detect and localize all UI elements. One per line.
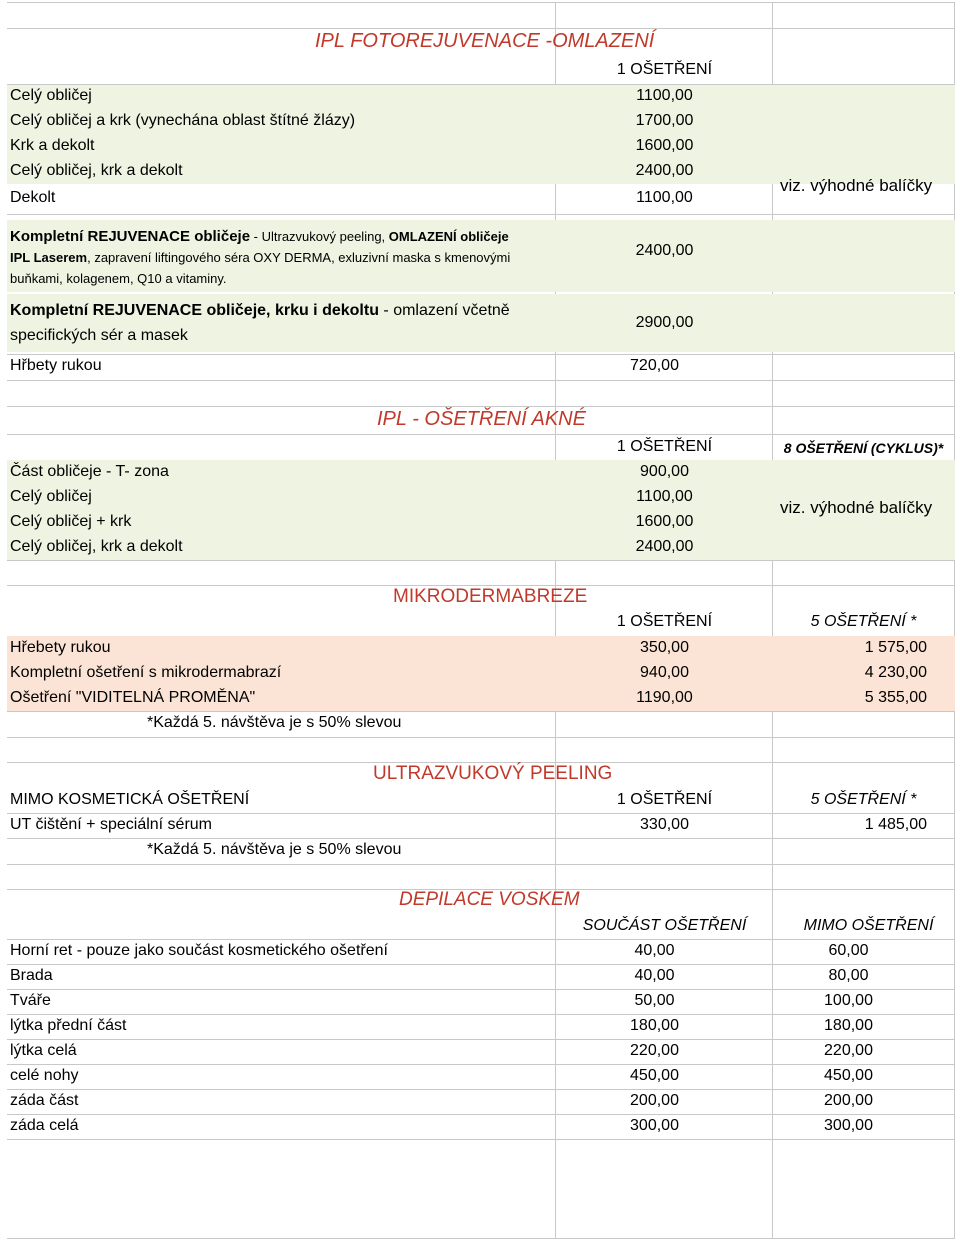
col-header-1-treatment: 1 OŠETŘENÍ xyxy=(616,613,713,630)
row-label: Dekolt xyxy=(10,189,56,206)
row-price: 1100,00 xyxy=(636,87,693,104)
col-header-1-treatment: 1 OŠETŘENÍ xyxy=(616,791,713,808)
col-header-outside-treatment: MIMO OŠETŘENÍ xyxy=(803,917,934,934)
row-label: Celý obličej + krk xyxy=(10,513,132,530)
table-row xyxy=(7,109,955,134)
grid-line xyxy=(7,28,955,29)
grid-line xyxy=(7,737,955,738)
table-row xyxy=(7,1064,955,1089)
row-price-outside: 60,00 xyxy=(828,942,869,959)
discount-note: *Každá 5. návštěva je s 50% slevou xyxy=(147,714,402,731)
row-label: Krk a dekolt xyxy=(10,137,95,154)
header-row xyxy=(7,914,955,940)
row-price-outside: 450,00 xyxy=(824,1067,873,1084)
section-title-ipl-foto: IPL FOTOREJUVENACE -OMLAZENÍ xyxy=(315,30,655,52)
row-label: Celý obličej a krk (vynechána oblast štítné žlázy) xyxy=(10,112,356,129)
row-label: Celý obličej, krk a dekolt xyxy=(10,162,183,179)
row-label: UT čištění + speciální sérum xyxy=(10,816,213,833)
grid-line xyxy=(7,380,955,381)
complete-face-title: Kompletní REJUVENACE obličeje xyxy=(10,228,251,245)
grid-line xyxy=(7,864,955,865)
row-price-5: 5 355,00 xyxy=(864,689,927,706)
row-price: 180,00 xyxy=(630,1017,679,1034)
row-price-5: 1 485,00 xyxy=(864,816,927,833)
row-price: 940,00 xyxy=(640,664,689,681)
row-price: 300,00 xyxy=(630,1117,679,1134)
complete-face-bold-c: IPL Laserem xyxy=(10,250,88,265)
col-header-5-treatments: 5 OŠETŘENÍ * xyxy=(810,791,917,808)
section-title-ipl-akne: IPL - OŠETŘENÍ AKNÉ xyxy=(377,408,586,430)
grid-line xyxy=(7,1238,955,1239)
side-note-packages: viz. výhodné balíčky xyxy=(780,498,933,517)
row-price: 2400,00 xyxy=(635,538,694,555)
row-price: 2400,00 xyxy=(635,162,694,179)
header-row xyxy=(7,58,955,84)
complete-face-bold-b: OMLAZENÍ obličeje xyxy=(388,229,509,244)
row-label: Celý obličej xyxy=(10,87,92,104)
row-price: 330,00 xyxy=(640,816,689,833)
row-price: 450,00 xyxy=(630,1067,679,1084)
header-row xyxy=(7,788,955,814)
row-price: 2900,00 xyxy=(635,314,694,331)
grid-line xyxy=(7,214,955,215)
complete-face-text-a: - Ultrazvukový peeling, xyxy=(250,229,389,244)
table-row xyxy=(7,939,955,964)
row-price: 720,00 xyxy=(630,357,679,374)
table-row xyxy=(7,989,955,1014)
table-row xyxy=(7,1089,955,1114)
complete-neck-description xyxy=(10,298,550,348)
grid-line xyxy=(7,838,955,839)
table-row xyxy=(7,636,955,661)
table-row xyxy=(7,1039,955,1064)
row-label: Tváře xyxy=(10,992,51,1009)
row-price: 1100,00 xyxy=(636,189,693,206)
row-price: 40,00 xyxy=(634,967,675,984)
table-row xyxy=(7,535,955,560)
section-title-mikro: MIKRODERMABREZE xyxy=(393,586,588,607)
section-title-ultra: ULTRAZVUKOVÝ PEELING xyxy=(373,763,613,784)
row-price-outside: 200,00 xyxy=(824,1092,873,1109)
row-price: 350,00 xyxy=(640,639,689,656)
complete-neck-title: Kompletní REJUVENACE obličeje, krku i dekoltu xyxy=(10,302,379,319)
row-label: Hřbety rukou xyxy=(10,357,102,374)
row-label: Kompletní ošetření s mikrodermabrazí xyxy=(10,664,282,681)
table-row xyxy=(7,1114,955,1139)
row-price: 900,00 xyxy=(640,463,689,480)
row-label: Hřebety rukou xyxy=(10,639,111,656)
row-label: Celý obličej, krk a dekolt xyxy=(10,538,183,555)
table-row-complete-face xyxy=(7,220,955,292)
row-price-outside: 180,00 xyxy=(824,1017,873,1034)
grid-line xyxy=(7,711,955,712)
header-row xyxy=(7,434,955,460)
row-label: záda část xyxy=(10,1092,79,1109)
discount-note: *Každá 5. návštěva je s 50% slevou xyxy=(147,841,402,858)
row-label: lýtka celá xyxy=(10,1042,77,1059)
grid-line xyxy=(7,560,955,561)
complete-face-description xyxy=(10,226,550,289)
grid-line xyxy=(7,84,955,85)
row-price-outside: 100,00 xyxy=(824,992,873,1009)
row-label: Celý obličej xyxy=(10,488,92,505)
table-row xyxy=(7,661,955,686)
row-price-outside: 80,00 xyxy=(828,967,869,984)
row-price: 40,00 xyxy=(634,942,675,959)
row-label: Část obličeje - T- zona xyxy=(10,463,169,480)
row-label-outside-cosmetic: MIMO KOSMETICKÁ OŠETŘENÍ xyxy=(10,791,250,808)
header-row xyxy=(7,610,955,636)
table-row xyxy=(7,134,955,159)
col-header-cycle: 8 OŠETŘENÍ (CYKLUS)* xyxy=(783,440,944,456)
row-label: Brada xyxy=(10,967,53,984)
row-label: lýtka přední část xyxy=(10,1017,127,1034)
row-price: 1700,00 xyxy=(635,112,694,129)
complete-neck-text: - omlazení včetně specifických sér a masek xyxy=(10,302,510,344)
side-note-packages: viz. výhodné balíčky xyxy=(780,176,933,195)
table-row xyxy=(7,460,955,485)
row-price: 1100,00 xyxy=(636,488,693,505)
row-price: 1600,00 xyxy=(635,513,694,530)
grid-line xyxy=(7,2,955,3)
row-price: 200,00 xyxy=(630,1092,679,1109)
row-price: 220,00 xyxy=(630,1042,679,1059)
table-row xyxy=(7,1014,955,1039)
grid-line xyxy=(7,1139,955,1140)
table-row xyxy=(7,813,955,838)
table-row xyxy=(7,354,955,380)
col-header-1-treatment: 1 OŠETŘENÍ xyxy=(616,61,713,78)
col-header-5-treatments: 5 OŠETŘENÍ * xyxy=(810,613,917,630)
row-label: Ošetření "VIDITELNÁ PROMĚNA" xyxy=(10,689,256,706)
section-title-depilace: DEPILACE VOSKEM xyxy=(399,889,580,910)
table-row-complete-neck xyxy=(7,294,955,352)
table-row xyxy=(7,84,955,109)
row-price: 2400,00 xyxy=(635,242,694,259)
row-label: záda celá xyxy=(10,1117,79,1134)
row-label: Horní ret - pouze jako součást kosmetického ošetření xyxy=(10,942,388,959)
row-price-outside: 300,00 xyxy=(824,1117,873,1134)
row-label: celé nohy xyxy=(10,1067,79,1084)
row-price-outside: 220,00 xyxy=(824,1042,873,1059)
row-price-5: 4 230,00 xyxy=(864,664,927,681)
complete-face-text-d: , zapravení liftingového séra OXY DERMA, exluzivní maska s kmenovými buňkami, kolagenem, Q10 a vitaminy. xyxy=(10,250,511,286)
row-price-5: 1 575,00 xyxy=(864,639,927,656)
row-price: 50,00 xyxy=(634,992,675,1009)
row-price: 1190,00 xyxy=(636,689,693,706)
col-header-part-of-treatment: SOUČÁST OŠETŘENÍ xyxy=(582,917,747,934)
col-header-1-treatment: 1 OŠETŘENÍ xyxy=(616,438,713,455)
grid-line xyxy=(7,406,955,407)
row-price: 1600,00 xyxy=(635,137,694,154)
table-row xyxy=(7,686,955,711)
table-row xyxy=(7,964,955,989)
